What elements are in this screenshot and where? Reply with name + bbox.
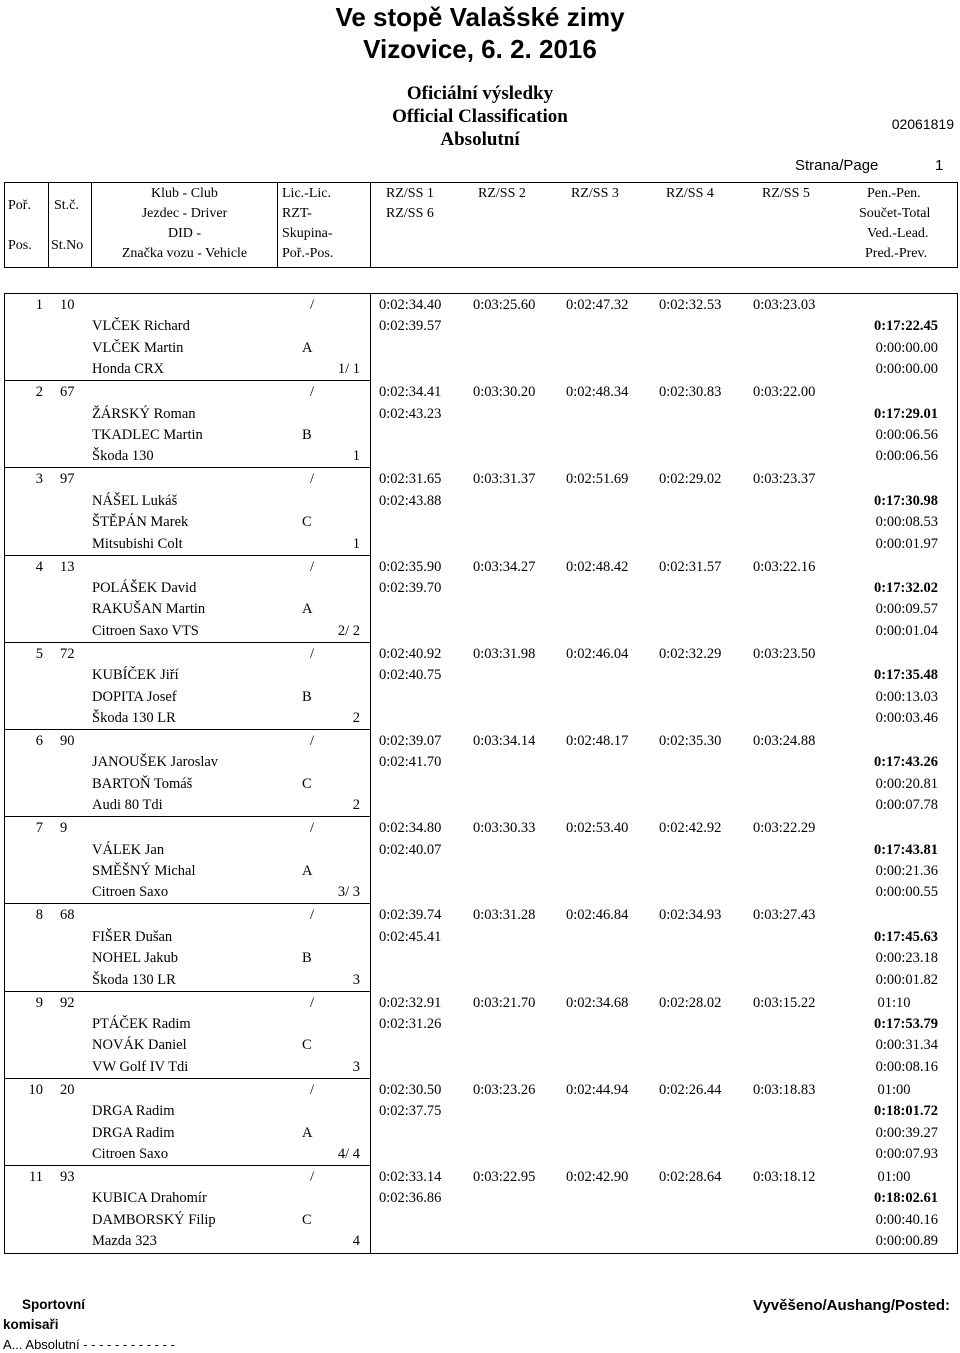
ss4-time: 0:02:28.64 <box>659 1169 722 1185</box>
header-ss5: RZ/SS 5 <box>762 186 810 201</box>
position: 5 <box>35 645 43 662</box>
position: 11 <box>29 1169 43 1185</box>
group: A <box>302 339 313 356</box>
position: 7 <box>35 820 43 837</box>
codriver-name: ŠTĚPÁN Marek <box>92 514 189 531</box>
codriver-name: BARTOŇ Tomáš <box>92 775 193 792</box>
header-vehicle: Značka vozu - Vehicle <box>121 246 248 261</box>
results-column-divider <box>370 293 371 1254</box>
total-time: 0:18:02.61 <box>873 1190 938 1207</box>
row-separator <box>4 729 370 730</box>
ss5-time: 0:03:23.03 <box>753 297 816 313</box>
driver-name: VÁLEK Jan <box>92 841 165 858</box>
ss6-time: 0:02:39.57 <box>379 318 442 335</box>
gap-to-previous: 0:00:01.04 <box>875 622 938 639</box>
vehicle: VW Golf IV Tdi <box>92 1058 189 1075</box>
ss3-time: 0:02:48.17 <box>566 733 629 749</box>
vehicle: Mitsubishi Colt <box>92 535 183 552</box>
row-separator <box>4 991 370 992</box>
ss5-time: 0:03:24.88 <box>753 733 816 749</box>
ss4-time: 0:02:32.53 <box>659 297 722 313</box>
results-title-en: Official Classification <box>392 106 568 127</box>
ss1-time: 0:02:31.65 <box>379 471 442 488</box>
ss4-time: 0:02:30.83 <box>659 384 722 401</box>
ss5-time: 0:03:18.12 <box>753 1169 816 1185</box>
row-separator <box>4 1078 370 1079</box>
ss1-time: 0:02:32.91 <box>379 994 442 1011</box>
ss5-time: 0:03:23.50 <box>753 645 816 662</box>
position: 4 <box>35 558 43 575</box>
total-time: 0:18:01.72 <box>873 1103 938 1120</box>
ss6-time: 0:02:40.07 <box>379 841 442 858</box>
results-bottom-border <box>4 1253 958 1254</box>
ss4-time: 0:02:26.44 <box>659 1081 722 1098</box>
group: C <box>302 1211 312 1228</box>
vehicle: Škoda 130 LR <box>92 971 176 988</box>
ss4-time: 0:02:28.02 <box>659 994 722 1011</box>
gap-to-leader: 0:00:06.56 <box>875 427 938 443</box>
start-number: 10 <box>60 297 75 313</box>
total-time: 0:17:35.48 <box>873 667 938 684</box>
gap-to-previous: 0:00:08.16 <box>875 1058 938 1075</box>
row-separator <box>4 642 370 643</box>
start-number: 13 <box>60 558 75 575</box>
gap-to-leader: 0:00:09.57 <box>875 601 938 618</box>
vehicle: Honda CRX <box>92 361 165 378</box>
header-class-pos: Poř.-Pos. <box>282 246 334 261</box>
class-position: 4/ 4 <box>337 1146 360 1162</box>
row-separator <box>4 467 370 468</box>
header-lead: Ved.-Lead. <box>867 226 929 241</box>
class-position: 4 <box>352 1233 360 1250</box>
start-number: 20 <box>60 1081 75 1098</box>
codriver-name: DOPITA Josef <box>92 688 177 705</box>
class-slash: / <box>310 297 315 313</box>
start-number: 72 <box>60 645 75 662</box>
ss4-time: 0:02:42.92 <box>659 820 722 837</box>
vehicle: Audi 80 Tdi <box>92 797 163 814</box>
group: A <box>302 1124 313 1141</box>
ss3-time: 0:02:53.40 <box>566 820 629 837</box>
ss5-time: 0:03:18.83 <box>753 1081 816 1098</box>
class-slash: / <box>310 384 315 401</box>
header-club: Klub - Club <box>151 186 218 201</box>
ss6-time: 0:02:39.70 <box>379 580 442 596</box>
class-position: 1 <box>352 448 360 465</box>
ss2-time: 0:03:34.27 <box>473 558 536 575</box>
vehicle: Citroen Saxo <box>92 884 169 901</box>
row-separator <box>4 816 370 817</box>
ss3-time: 0:02:44.94 <box>566 1081 629 1098</box>
total-time: 0:17:43.26 <box>873 754 938 771</box>
header-penalty: Pen.-Pen. <box>867 186 921 201</box>
class-position: 2/ 2 <box>337 622 360 639</box>
gap-to-leader: 0:00:20.81 <box>875 775 938 792</box>
page-number: 1 <box>935 157 944 174</box>
ss2-time: 0:03:21.70 <box>473 994 536 1011</box>
class-position: 1 <box>352 535 360 552</box>
codriver-name: NOVÁK Daniel <box>92 1037 187 1054</box>
ss6-time: 0:02:43.88 <box>379 492 442 509</box>
ss5-time: 0:03:23.37 <box>753 471 816 488</box>
header-group: Skupina- <box>282 226 333 241</box>
class-position: 2 <box>352 797 360 814</box>
start-number: 97 <box>60 471 75 488</box>
gap-to-previous: 0:00:00.00 <box>875 361 938 378</box>
ss2-time: 0:03:30.33 <box>473 820 536 837</box>
ss6-time: 0:02:45.41 <box>379 928 442 945</box>
class-position: 3 <box>352 1058 360 1075</box>
ss3-time: 0:02:48.42 <box>566 558 629 575</box>
gap-to-previous: 0:00:00.55 <box>875 884 938 901</box>
row-separator <box>4 903 370 904</box>
ss3-time: 0:02:42.90 <box>566 1169 629 1185</box>
driver-name: KUBICA Drahomír <box>92 1190 207 1207</box>
header-ss4: RZ/SS 4 <box>666 186 714 201</box>
gap-to-leader: 0:00:08.53 <box>875 514 938 531</box>
gap-to-leader: 0:00:21.36 <box>875 863 938 879</box>
ss1-time: 0:02:35.90 <box>379 558 442 575</box>
results-category: Absolutní <box>440 129 520 150</box>
ss5-time: 0:03:15.22 <box>753 994 816 1011</box>
total-time: 0:17:53.79 <box>873 1016 938 1032</box>
header-ss2: RZ/SS 2 <box>478 186 526 201</box>
ss3-time: 0:02:47.32 <box>566 297 629 313</box>
gap-to-previous: 0:00:01.97 <box>875 535 938 552</box>
gap-to-previous: 0:00:07.93 <box>875 1146 938 1162</box>
class-position: 1/ 1 <box>337 361 360 378</box>
ss2-time: 0:03:31.28 <box>473 907 536 924</box>
start-number: 9 <box>60 820 68 837</box>
group: C <box>302 514 312 531</box>
class-slash: / <box>310 820 315 837</box>
ss3-time: 0:02:46.04 <box>566 645 629 662</box>
start-number: 93 <box>60 1169 75 1185</box>
position: 1 <box>35 297 43 313</box>
ss5-time: 0:03:22.16 <box>753 558 816 575</box>
ss1-time: 0:02:30.50 <box>379 1081 442 1098</box>
ss3-time: 0:02:34.68 <box>566 994 629 1011</box>
vehicle: Škoda 130 LR <box>92 710 176 726</box>
group: A <box>302 601 313 618</box>
posted-label: Vyvěšeno/Aushang/Posted: <box>753 1297 950 1314</box>
class-position: 3/ 3 <box>337 884 360 901</box>
class-slash: / <box>310 645 315 662</box>
driver-name: PTÁČEK Radim <box>92 1016 191 1032</box>
driver-name: NÁŠEL Lukáš <box>92 492 178 509</box>
class-slash: / <box>310 907 315 924</box>
header-rzt: RZT- <box>282 206 312 221</box>
gap-to-leader: 0:00:40.16 <box>875 1211 938 1228</box>
header-stno-en: St.No <box>51 238 84 253</box>
gap-to-leader: 0:00:39.27 <box>875 1124 938 1141</box>
ss3-time: 0:02:48.34 <box>566 384 629 401</box>
total-time: 0:17:22.45 <box>873 318 938 335</box>
ss1-time: 0:02:33.14 <box>379 1169 442 1185</box>
ss2-time: 0:03:31.37 <box>473 471 536 488</box>
position: 3 <box>35 471 43 488</box>
ss1-time: 0:02:34.41 <box>379 384 442 401</box>
class-slash: / <box>310 471 315 488</box>
ss1-time: 0:02:34.40 <box>379 297 442 313</box>
ss6-time: 0:02:36.86 <box>379 1190 442 1207</box>
ss5-time: 0:03:22.29 <box>753 820 816 837</box>
class-slash: / <box>310 994 315 1011</box>
results-title-cz: Oficiální výsledky <box>406 83 554 104</box>
total-time: 0:17:30.98 <box>873 492 938 509</box>
ss2-time: 0:03:22.95 <box>473 1169 536 1185</box>
codriver-name: NOHEL Jakub <box>92 950 179 967</box>
ss1-time: 0:02:39.74 <box>379 907 442 924</box>
class-slash: / <box>310 733 315 749</box>
header-ss3: RZ/SS 3 <box>571 186 619 201</box>
stewards-label-line2: komisaři <box>3 1317 59 1332</box>
penalty: 01:00 <box>877 1169 911 1185</box>
ss3-time: 0:02:51.69 <box>566 471 629 488</box>
class-position: 3 <box>352 971 360 988</box>
position: 9 <box>35 994 43 1011</box>
header-ss6: RZ/SS 6 <box>386 206 434 221</box>
row-separator <box>4 380 370 381</box>
ss4-time: 0:02:32.29 <box>659 645 722 662</box>
start-number: 90 <box>60 733 75 749</box>
results-left-border <box>4 293 5 1254</box>
ss4-time: 0:02:34.93 <box>659 907 722 924</box>
gap-to-leader: 0:00:13.03 <box>875 688 938 705</box>
driver-name: FIŠER Dušan <box>92 928 173 945</box>
total-time: 0:17:43.81 <box>873 841 938 858</box>
header-stno: St.č. <box>54 198 79 213</box>
class-slash: / <box>310 1081 315 1098</box>
position: 2 <box>35 384 43 401</box>
group: B <box>302 950 312 967</box>
codriver-name: TKADLEC Martin <box>92 427 203 443</box>
group: C <box>302 1037 312 1054</box>
header-did: DID - <box>167 226 202 241</box>
results-right-border <box>957 293 958 1254</box>
event-title-line1: Ve stopě Valašské zimy <box>335 2 625 32</box>
group: A <box>302 863 313 879</box>
ss6-time: 0:02:31.26 <box>379 1016 442 1032</box>
header-lic: Lic.-Lic. <box>282 186 331 201</box>
page-label: Strana/Page <box>795 157 879 174</box>
codriver-name: DAMBORSKÝ Filip <box>92 1211 216 1228</box>
legend-text: A... Absolutní - - - - - - - - - - - - <box>3 1337 175 1352</box>
event-title-line2: Vizovice, 6. 2. 2016 <box>363 34 597 64</box>
gap-to-previous: 0:00:06.56 <box>875 448 938 465</box>
total-time: 0:17:32.02 <box>873 580 938 596</box>
gap-to-previous: 0:00:03.46 <box>875 710 938 726</box>
codriver-name: SMĚŠNÝ Michal <box>92 863 196 879</box>
results-top-border <box>4 293 958 294</box>
driver-name: JANOUŠEK Jaroslav <box>92 754 219 771</box>
row-separator <box>4 1165 370 1166</box>
ss2-time: 0:03:30.20 <box>473 384 536 401</box>
ss2-time: 0:03:23.26 <box>473 1081 536 1098</box>
gap-to-leader: 0:00:23.18 <box>875 950 938 967</box>
codriver-name: DRGA Radim <box>92 1124 175 1141</box>
header-prev: Pred.-Prev. <box>865 246 928 261</box>
gap-to-previous: 0:00:00.89 <box>875 1233 938 1250</box>
vehicle: Škoda 130 <box>92 448 154 465</box>
ss6-time: 0:02:37.75 <box>379 1103 442 1120</box>
row-separator <box>4 555 370 556</box>
gap-to-leader: 0:00:00.00 <box>875 339 938 356</box>
gap-to-previous: 0:00:01.82 <box>875 971 938 988</box>
total-time: 0:17:29.01 <box>873 405 938 422</box>
driver-name: VLČEK Richard <box>92 318 190 335</box>
header-driver: Jezdec - Driver <box>141 206 228 221</box>
header-pos-en: Pos. <box>8 238 32 253</box>
ss4-time: 0:02:35.30 <box>659 733 722 749</box>
vehicle: Mazda 323 <box>92 1233 157 1250</box>
group: B <box>302 688 312 705</box>
start-number: 68 <box>60 907 75 924</box>
class-position: 2 <box>352 710 360 726</box>
position: 8 <box>35 907 43 924</box>
vehicle: Citroen Saxo <box>92 1146 169 1162</box>
header-pos: Poř. <box>8 198 31 213</box>
stewards-label-line1: Sportovní <box>22 1297 85 1312</box>
position: 10 <box>28 1081 43 1098</box>
ss6-time: 0:02:43.23 <box>379 405 442 422</box>
ss3-time: 0:02:46.84 <box>566 907 629 924</box>
header-total: Součet-Total <box>859 206 931 221</box>
penalty: 01:00 <box>877 1081 911 1098</box>
ss6-time: 0:02:41.70 <box>379 754 442 771</box>
ss1-time: 0:02:40.92 <box>379 645 442 662</box>
ss2-time: 0:03:31.98 <box>473 645 536 662</box>
ss4-time: 0:02:31.57 <box>659 558 722 575</box>
position: 6 <box>35 733 43 749</box>
driver-name: ŽÁRSKÝ Roman <box>92 405 196 422</box>
driver-name: KUBÍČEK Jiří <box>92 667 179 684</box>
start-number: 67 <box>60 384 75 401</box>
driver-name: DRGA Radim <box>92 1103 175 1120</box>
class-slash: / <box>310 1169 315 1185</box>
codriver-name: VLČEK Martin <box>92 339 184 356</box>
ss5-time: 0:03:27.43 <box>753 907 816 924</box>
codriver-name: RAKUŠAN Martin <box>92 601 206 618</box>
document-number: 02061819 <box>891 116 954 132</box>
class-slash: / <box>310 558 315 575</box>
group: C <box>302 775 312 792</box>
group: B <box>302 427 312 443</box>
penalty: 01:10 <box>877 994 911 1011</box>
ss2-time: 0:03:25.60 <box>473 297 536 313</box>
ss4-time: 0:02:29.02 <box>659 471 722 488</box>
start-number: 92 <box>60 994 75 1011</box>
ss6-time: 0:02:40.75 <box>379 667 442 684</box>
vehicle: Citroen Saxo VTS <box>92 622 199 639</box>
ss1-time: 0:02:34.80 <box>379 820 442 837</box>
gap-to-previous: 0:00:07.78 <box>875 797 938 814</box>
total-time: 0:17:45.63 <box>873 928 938 945</box>
ss5-time: 0:03:22.00 <box>753 384 816 401</box>
header-ss1: RZ/SS 1 <box>386 186 434 201</box>
driver-name: POLÁŠEK David <box>92 580 197 596</box>
gap-to-leader: 0:00:31.34 <box>875 1037 938 1054</box>
ss2-time: 0:03:34.14 <box>473 733 536 749</box>
ss1-time: 0:02:39.07 <box>379 733 442 749</box>
